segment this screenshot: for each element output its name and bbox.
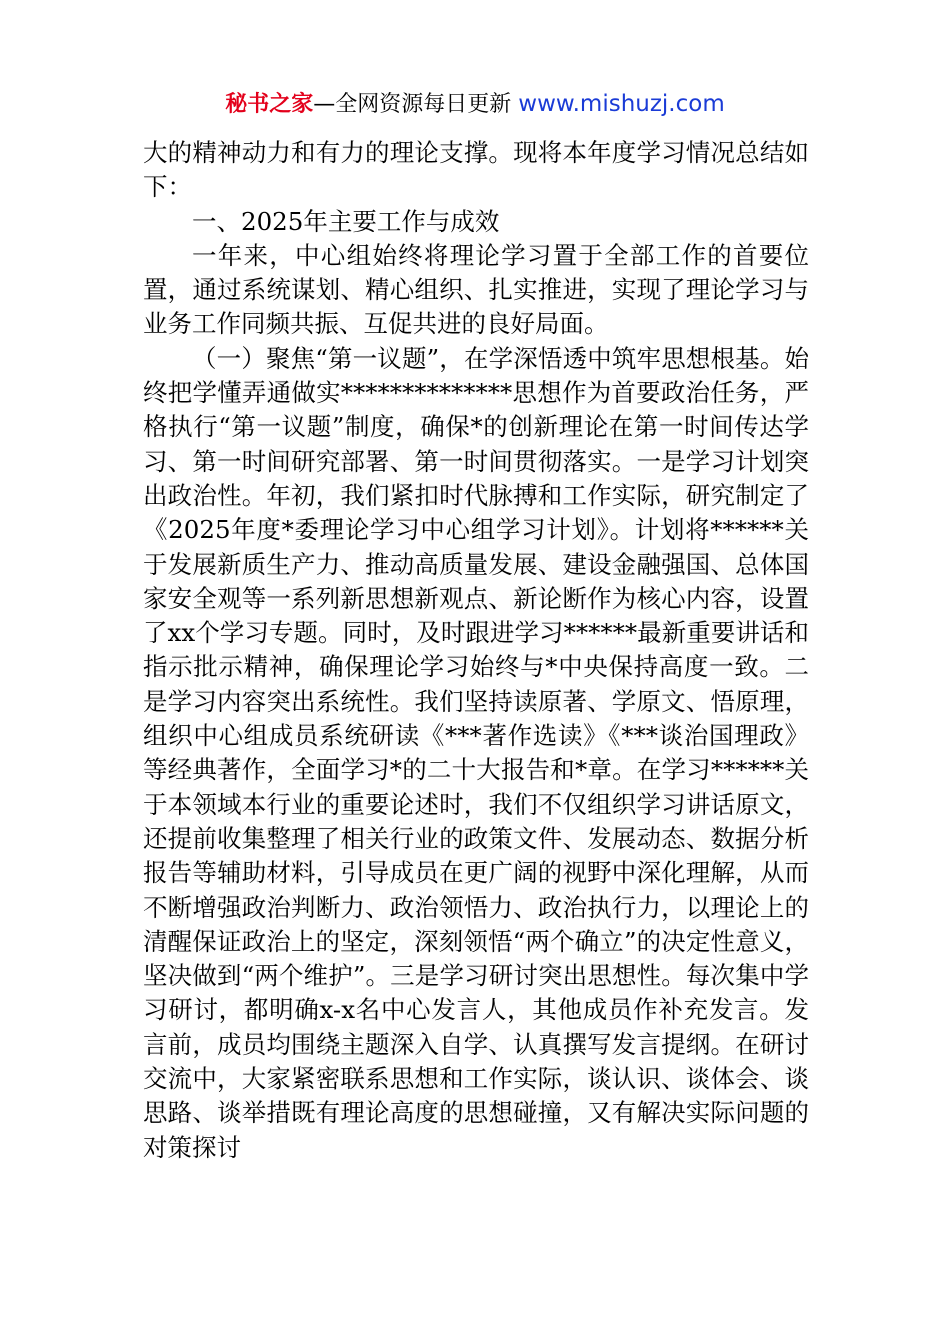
document-body [143, 136, 809, 1165]
site-header [0, 88, 950, 121]
paragraph-first-topic: （一）聚焦“第一议题”，在学深悟透中筑牢思想根基。始终把学懂弄通做实**************思想作为首要政治任务，严格执行“第一议题”制度，确保*的创新理论在第一时间传达学习、第一时间研究部署、第一时间贯彻落实。一是学习计划突出政治性。年初，我们紧扣时代脉搏和工作实际，研究制定了《2025年度*委理论学习中心组学习计划》。计划将******关于发展新质生产力、推动高质量发展、建设金融强国、总体国家安全观等一系列新思想新观点、新论断作为核心内容，设置了xx个学习专题。同时，及时跟进学习******最新重要讲话和指示批示精神，确保理论学习始终与*中央保持高度一致。二是学习内容突出系统性。我们坚持读原著、学原文、悟原理，组织中心组成员系统研读《***著作选读》《***谈治国理政》等经典著作，全面学习*的二十大报告和*章。在学习******关于本领域本行业的重要论述时，我们不仅组织学习讲话原文，还提前收集整理了相关行业的政策文件、发展动态、数据分析报告等辅助材料，引导成员在更广阔的视野中深化理解，从而不断增强政治判断力、政治领悟力、政治执行力，以理论上的清醒保证政治上的坚定，深刻领悟“两个确立”的决定性意义，坚决做到“两个维护”。三是学习研讨突出思想性。每次集中学习研讨，都明确x-x名中心发言人，其他成员作补充发言。发言前，成员均围绕主题深入自学、认真撰写发言提纲。在研讨交流中，大家紧密联系思想和工作实际，谈认识、谈体会、谈思路、谈举措既有理论高度的思想碰撞，又有解决实际问题的对策探讨 [143, 343, 809, 1162]
site-tagline: —全网资源每日更新 [313, 92, 512, 117]
section-heading: 一、2025年主要工作与成效 [192, 206, 500, 236]
site-brand: 秘书之家 [225, 92, 314, 117]
site-url-link[interactable]: www.mishuzj.com [518, 91, 725, 117]
paragraph-intro: 大的精神动力和有力的理论支撑。现将本年度学习情况总结如下： [143, 138, 809, 202]
paragraph-overview: 一年来，中心组始终将理论学习置于全部工作的首要位置，通过系统谋划、精心组织、扎实推进，实现了理论学习与业务工作同频共振、互促共进的良好局面。 [143, 240, 809, 339]
